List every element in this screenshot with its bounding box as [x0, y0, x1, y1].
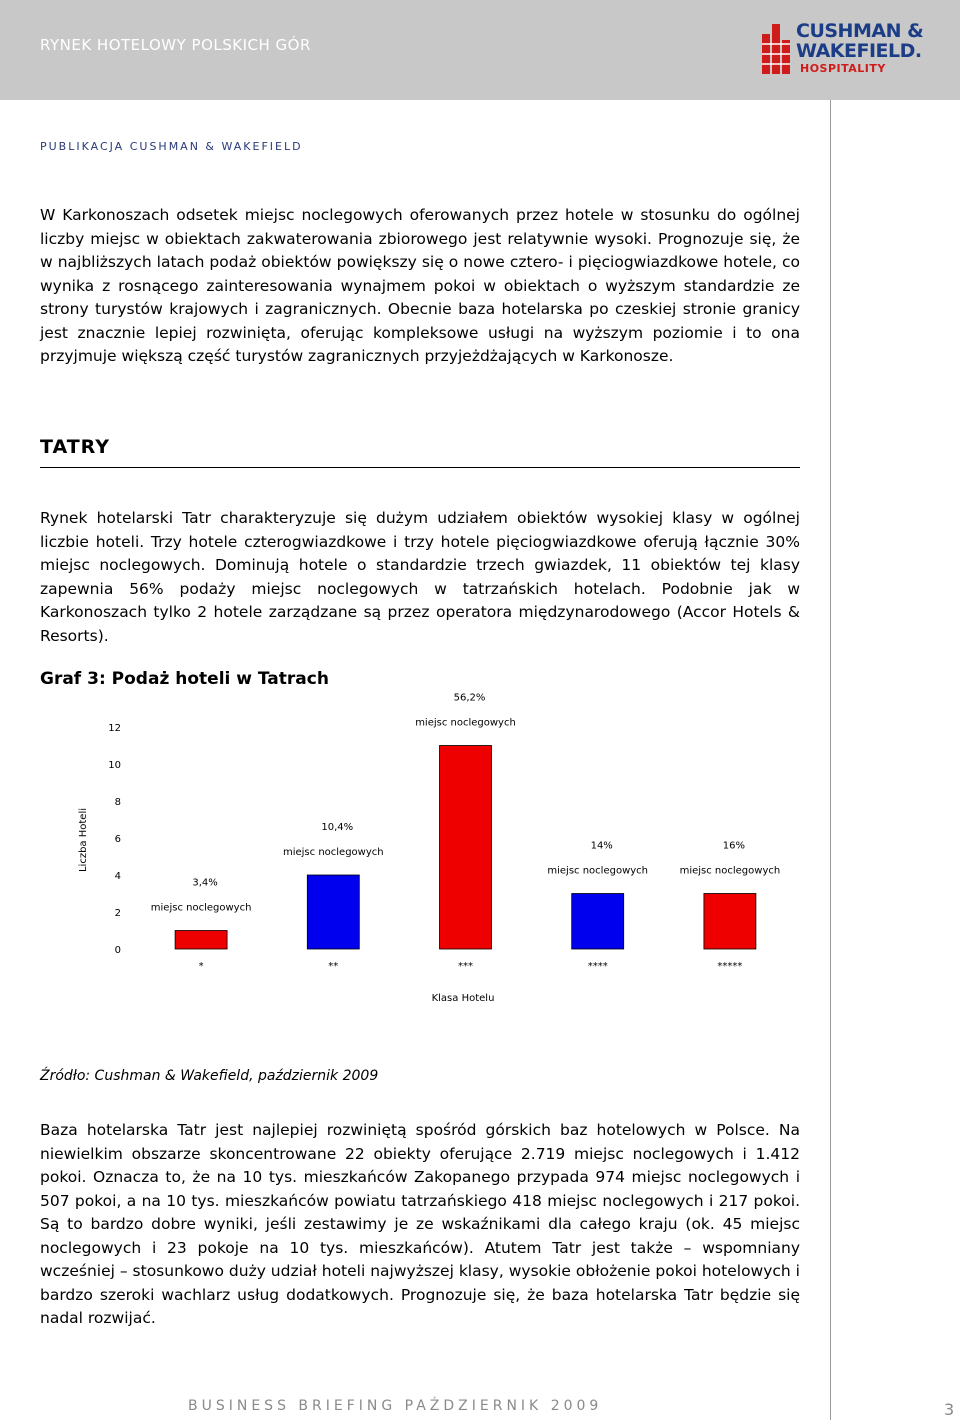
- bar-percent-label: 56,2%: [453, 692, 486, 704]
- graph-title: Graf 3: Podaż hoteli w Tatrach: [40, 669, 329, 689]
- bar-percent-label: 14%: [590, 840, 613, 852]
- x-tick-label: ***: [458, 961, 473, 972]
- publication-label: PUBLIKACJA CUSHMAN & WAKEFIELD: [40, 140, 303, 153]
- section-rule: [40, 467, 800, 468]
- bar: [704, 894, 756, 950]
- bar-data-label: miejsc noclegowych: [282, 847, 384, 858]
- y-tick-label: 12: [108, 723, 121, 734]
- bar-percent-label: 10,4%: [321, 822, 354, 833]
- y-axis-label: Liczba Hoteli: [78, 807, 89, 873]
- paragraph-tatry-base: Baza hotelarska Tatr jest najlepiej rozwiniętą spośród górskich baz hotelowych w Polsce. Na niewielkim obszarze skoncentrowane 22 obiekty oferujące 2.719 miejsc noclegowych i 1.412 pokoi. Oznacza to, że na 10 tys. mieszkańców Zakopanego przypada 974 miejsc noclegowych i 507 pokoi, a na 10 tys. mieszkańców powiatu tatrzańskiego 418 miejsc noclegowych i 217 pokoi. Są to bardzo dobre wyniki, jeśli zestawimy je ze wskaźnikami dla całego kraju (ok. 45 miejsc noclegowych i 23 pokoje na 10 tys. mieszkańców). Atutem Tatr jest także – wspomniany wcześniej – stosunkowo duży udział hoteli najwyższej klasy, wysokie obłożenie pokoi hotelowych i bardzo szeroki wachlarz usług dodatkowych. Prognozuje się, że baza hotelarska Tatr będzie się nadal rozwijać.: [40, 1121, 800, 1327]
- paragraph-tatry: Rynek hotelarski Tatr charakteryzuje się dużym udziałem obiektów wysokiej klasy w ogólnej liczbie hoteli. Trzy hotele czterogwiazdkowe i trzy hotele pięciogwiazdkowe oferują łącznie 30% miejsc noclegowych. Dominują hotele o standardzie trzech gwiazdek, 11 obiektów tej klasy zapewnia 56% podaży miejsc noclegowych w tatrzańskich hotelach. Podobnie jak w Karkonoszach tylko 2 hotele zarządzane są przez operatora międzynarodowego (Accor Hotels & Resorts).: [40, 509, 800, 645]
- x-tick-label: **: [328, 961, 339, 972]
- bar-percent-label: 16%: [722, 840, 746, 852]
- y-tick-label: 8: [114, 797, 121, 808]
- bar: [572, 894, 624, 950]
- y-tick-label: 4: [114, 871, 121, 882]
- page-number: 3: [944, 1400, 955, 1419]
- bar: [307, 875, 359, 949]
- bar: [175, 931, 227, 950]
- hotel-supply-chart: [60, 692, 820, 1020]
- y-tick-label: 2: [114, 908, 121, 919]
- y-tick-label: 6: [114, 834, 121, 845]
- logo-text-line3: HOSPITALITY: [800, 62, 886, 75]
- bar-data-label: miejsc noclegowych: [547, 865, 649, 877]
- x-tick-label: *****: [717, 961, 743, 972]
- page-header: [0, 0, 960, 100]
- margin-divider: [830, 100, 831, 1420]
- cushman-wakefield-logo: [760, 18, 950, 82]
- y-tick-label: 0: [114, 945, 121, 956]
- bar-data-label: miejsc noclegowych: [150, 902, 252, 914]
- logo-building-icon: [760, 20, 792, 74]
- x-axis-label: Klasa Hotelu: [431, 993, 495, 1004]
- section-heading: TATRY: [40, 436, 111, 458]
- bar-data-label: miejsc noclegowych: [679, 865, 781, 877]
- bar: [440, 746, 492, 950]
- bar-data-label: miejsc noclegowych: [415, 717, 516, 729]
- y-tick-label: 10: [108, 760, 121, 771]
- footer-text: BUSINESS BRIEFING PAŹDZIERNIK 2009: [188, 1398, 603, 1414]
- source-note: Źródło: Cushman & Wakefield, październik 2009: [40, 1068, 379, 1084]
- bar-percent-label: 3,4%: [192, 877, 218, 889]
- logo-text-line1: CUSHMAN &: [796, 20, 924, 42]
- logo-text-line2: WAKEFIELD.: [796, 40, 922, 62]
- x-tick-label: *: [198, 961, 204, 972]
- header-title: RYNEK HOTELOWY POLSKICH GÓR: [40, 36, 311, 54]
- x-tick-label: ****: [587, 961, 608, 972]
- paragraph-karkonosze: W Karkonoszach odsetek miejsc noclegowych oferowanych przez hotele w stosunku do ogólnej liczby miejsc w obiektach zakwaterowania zbiorowego jest relatywnie wysoki. Prognozuje się, że w najbliższych latach podaż obiektów powiększy się o nowe cztero- i pięciogwiazdkowe hotele, co wynika z rosnącego zainteresowania wynajmem pokoi w obiektach o wyższym standardzie ze strony turystów krajowych i zagranicznych. Obecnie baza hotelarska po czeskiej stronie granicy jest znacznie lepiej rozwinięta, oferując kompleksowe usługi na wyższym poziomie i to ona przyjmuje większą część turystów zagranicznych przyjeżdżających w Karkonosze.: [40, 206, 800, 365]
